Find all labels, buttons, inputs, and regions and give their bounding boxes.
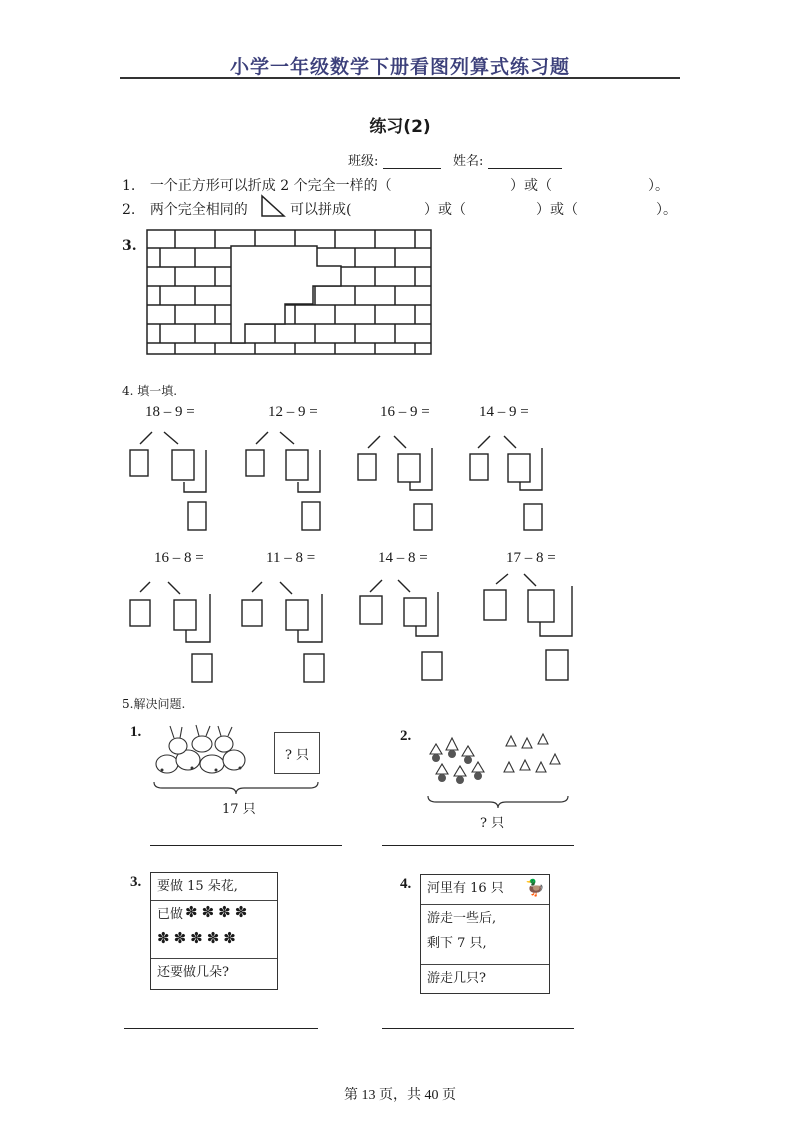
flower-icons-row-1: ✽✽✽✽ (185, 903, 252, 921)
question-1 (122, 175, 392, 195)
exercise-title: 练习(2) (369, 117, 431, 137)
name-label: 姓名: (453, 154, 484, 169)
problem-4-line-4: 游走几只? (427, 971, 486, 986)
problem-4-answer-line[interactable] (382, 1028, 574, 1029)
right-triangle-icon (259, 193, 287, 219)
decomposition-diagram-1[interactable] (120, 428, 230, 533)
equation-8: 17 – 8 = (506, 550, 556, 566)
decomposition-diagram-4[interactable] (458, 428, 568, 533)
question-2-text-b: 可以拼成( (290, 202, 352, 218)
question-1-end: ）。 (648, 178, 669, 194)
duck-icon: 🦆 (525, 878, 545, 897)
question-2-end: ）。 (656, 202, 677, 218)
brick-wall-figure (145, 228, 435, 358)
problem-1-total: 17 只 (222, 802, 256, 817)
rabbits-illustration (152, 724, 252, 784)
unknown-count-box (274, 732, 320, 774)
equation-3: 16 – 9 = (380, 404, 430, 420)
problem-3-line-3: 还要做几朵? (157, 965, 229, 980)
problem-2-answer-line[interactable] (382, 845, 574, 846)
decomposition-diagram-5[interactable] (120, 576, 230, 686)
birds-illustration (422, 724, 562, 794)
problem-4-line-1: 河里有 16 只 (427, 881, 504, 896)
equation-2: 12 – 9 = (268, 404, 318, 420)
problem-4-row-1 (421, 875, 549, 905)
decomposition-diagram-7[interactable] (350, 572, 460, 684)
problem-3-number: 3. (130, 874, 142, 890)
question-5-label: 5.解决问题. (122, 697, 186, 711)
problem-4-box (420, 874, 550, 994)
problem-2-total: ? 只 (480, 816, 505, 831)
equation-6: 11 – 8 = (266, 550, 316, 566)
problem-3-line-2: 已做 (157, 907, 184, 922)
problem-4-row-2 (421, 905, 549, 965)
flower-icons-row-2: ✽✽✽✽✽ (157, 929, 240, 947)
question-2-number: 2. (122, 202, 136, 218)
page-footer: 第 13 页，共 40 页 (344, 1088, 456, 1103)
question-1-number: 1. (122, 178, 136, 194)
decomposition-diagram-2[interactable] (236, 428, 346, 533)
question-4-label: 4. 填一填. (122, 384, 178, 398)
header-divider (120, 77, 680, 79)
problem-1-answer-line[interactable] (150, 845, 342, 846)
total-brace (150, 780, 322, 796)
equation-1: 18 – 9 = (145, 404, 195, 420)
problem-4-line-3: 剩下 7 只, (427, 936, 487, 951)
name-blank[interactable] (488, 155, 562, 169)
decomposition-diagram-3[interactable] (348, 428, 458, 533)
name-field (453, 150, 562, 169)
class-field (348, 150, 441, 169)
class-blank[interactable] (383, 155, 441, 169)
question-2-or-1: ）或（ (424, 202, 466, 218)
equation-7: 14 – 8 = (378, 550, 428, 566)
problem-4-line-2: 游走一些后, (427, 911, 497, 926)
problem-3-answer-line[interactable] (124, 1028, 318, 1029)
question-2-text-a: 两个完全相同的 (149, 202, 248, 218)
problem-2-number: 2. (400, 728, 412, 744)
equation-4: 14 – 9 = (479, 404, 529, 420)
question-2-or-2: ）或（ (536, 202, 578, 218)
question-2 (122, 199, 248, 219)
problem-1-number: 1. (130, 724, 142, 740)
problem-3-flowers-row (151, 901, 277, 959)
problem-3-box (150, 872, 278, 990)
decomposition-diagram-8[interactable] (474, 568, 584, 684)
question-1-or: ）或（ (510, 178, 552, 194)
equation-5: 16 – 8 = (154, 550, 204, 566)
total-brace-2 (424, 794, 572, 810)
decomposition-diagram-6[interactable] (232, 576, 342, 686)
unknown-count-label: ? 只 (284, 747, 310, 763)
problem-3-line-1: 要做 15 朵花, (151, 873, 277, 901)
class-label: 班级: (348, 154, 379, 169)
question-3-number: 3. (122, 238, 137, 254)
question-1-text: 一个正方形可以折成 2 个完全一样的（ (149, 178, 392, 194)
problem-4-number: 4. (400, 876, 412, 892)
page-header-title: 小学一年级数学下册看图列算式练习题 (229, 56, 570, 78)
